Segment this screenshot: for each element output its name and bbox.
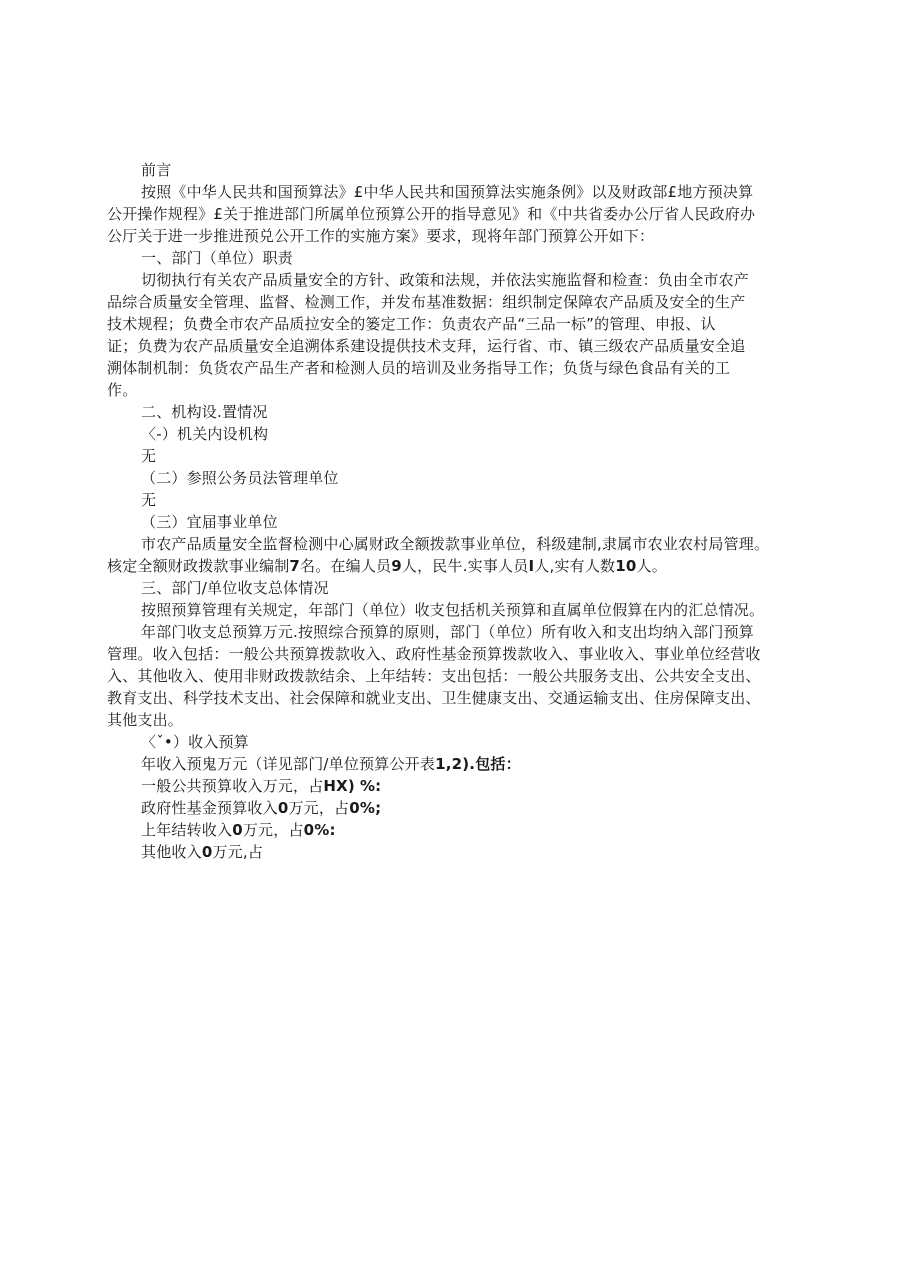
section2-title: 二、机构设.置情况 — [141, 403, 268, 421]
intro-line-2: 公开操作规程》£关于推进部门所属单位预算公开的指导意见》和《中共省委办公厅省人民政府办 — [107, 205, 756, 223]
income-line-3 — [141, 797, 381, 819]
section3-para-line-5: 其他支出。 — [107, 711, 184, 729]
income-line-4 — [141, 819, 336, 841]
sub3-line-1: 市农产品质量安全监督检测中心属财政全额拨款事业单位，科级建制,隶属市农业农村局管理。 — [141, 535, 770, 553]
income-percent: 0%; — [349, 799, 382, 817]
section1-line-4: 证；负费为农产品质量安全追溯体系建设提供技术支拜，运行省、市、镇三级农产品质量安全追 — [107, 337, 746, 355]
income-text: 万元，占 — [288, 799, 350, 817]
income-table-ref: 1,2) — [435, 755, 470, 773]
income-text: 年收入预鬼万元（详见部门/单位预算公开表 — [141, 755, 436, 773]
section1-line-3: 技术规程；负费全市农产品质拉安全的篓定工作：负责农产品“三品一标”的管理、申报、认 — [107, 315, 716, 333]
section3-para-line-4: 教育支出、科学技术支出、社会保障和就业支出、卫生健康支出、交通运输支出、住房保障支出、 — [107, 689, 761, 707]
preface-heading: 前言 — [141, 161, 172, 179]
income-text: %: — [359, 777, 382, 795]
section3-para-line-3: 入、其他收入、使用非财政拨款结余、上年结转：支出包括：一般公共服务支出、公共安全支出、 — [107, 667, 761, 685]
staffing-text: 人,实有人数 — [534, 557, 616, 575]
sub3-title: （三）宜届事业单位 — [141, 513, 278, 531]
sub3-line-2 — [107, 555, 667, 577]
sub2-title: （二）参照公务员法管理单位 — [141, 469, 339, 487]
income-amount: 0 — [201, 843, 213, 861]
staffing-text: 人。 — [636, 557, 667, 575]
staffing-text: 名。在编人员 — [300, 557, 392, 575]
staffing-text: 核定全额财政拨款事业编制 — [107, 557, 290, 575]
income-text: 一般公共预算收入万元，占 — [141, 777, 324, 795]
staff-on-roll: 9 — [391, 557, 402, 575]
income-text: 万元，占 — [242, 821, 304, 839]
section3-line-1: 按照预算管理有关规定，年部门（单位）收支包括机关预算和直属单位假算在内的汇总情况。 — [141, 601, 765, 619]
intro-line-1: 按照《中华人民共和国预算法》£中华人民共和国预算法实施条例》以及财政部£地方预决算 — [141, 183, 754, 201]
income-text: .包括： — [469, 755, 521, 773]
income-title: 〈ˇ•）收入预算 — [141, 733, 249, 751]
section1-line-6: 作。 — [107, 381, 138, 399]
income-percent: 0%: — [303, 821, 336, 839]
section1-line-5: 溯体制机制：负货农产品生产者和检测人员的培训及业务指导工作；负货与绿色食品有关的工 — [107, 359, 731, 377]
income-line-1 — [141, 753, 521, 775]
income-line-2 — [141, 775, 381, 797]
staffing-text: 人，民牛.实事人员 — [401, 557, 529, 575]
income-text: 万元,占 — [212, 843, 264, 861]
section3-para-line-2: 管理。收入包括：一般公共预算拨款收入、政府性基金预算拨款收入、事业收入、事业单位经营收 — [107, 645, 761, 663]
section1-title: 一、部门（单位）职责 — [141, 249, 294, 267]
section3-para-line-1: 年部门收支总预算万元.按照综合预算的原则，部门（单位）所有收入和支出均纳入部门预算 — [141, 623, 754, 641]
staffing-quota: 7 — [289, 557, 301, 575]
section3-title: 三、部门/单位收支总体情况 — [141, 579, 329, 597]
staff-other: I — [528, 557, 535, 575]
income-text: 政府性基金预算收入 — [141, 799, 278, 817]
staff-actual: 10 — [615, 557, 637, 575]
income-amount: 0 — [277, 799, 289, 817]
section1-line-2: 品综合质量安全管理、监督、检测工作，并发布基准数据：组织制定保障农产品质及安全的生产 — [107, 293, 746, 311]
section1-line-1: 切彻执行有关农产品质量安全的方针、政策和法规，并依法实施监督和检查：负由全市农产 — [141, 271, 750, 289]
sub1-value: 无 — [141, 447, 157, 465]
income-text: 其他收入 — [141, 843, 202, 861]
sub1-title: 〈-）机关内设机构 — [141, 425, 269, 443]
income-line-5 — [141, 841, 263, 863]
income-amount: 0 — [232, 821, 243, 839]
intro-line-3: 公厅关于进一步推进预兑公开工作的实施方案》要求，现将年部门预算公开如下： — [107, 227, 655, 245]
income-percent: HX) — [323, 777, 355, 795]
sub2-value: 无 — [141, 491, 157, 509]
income-text: 上年结转收入 — [141, 821, 233, 839]
